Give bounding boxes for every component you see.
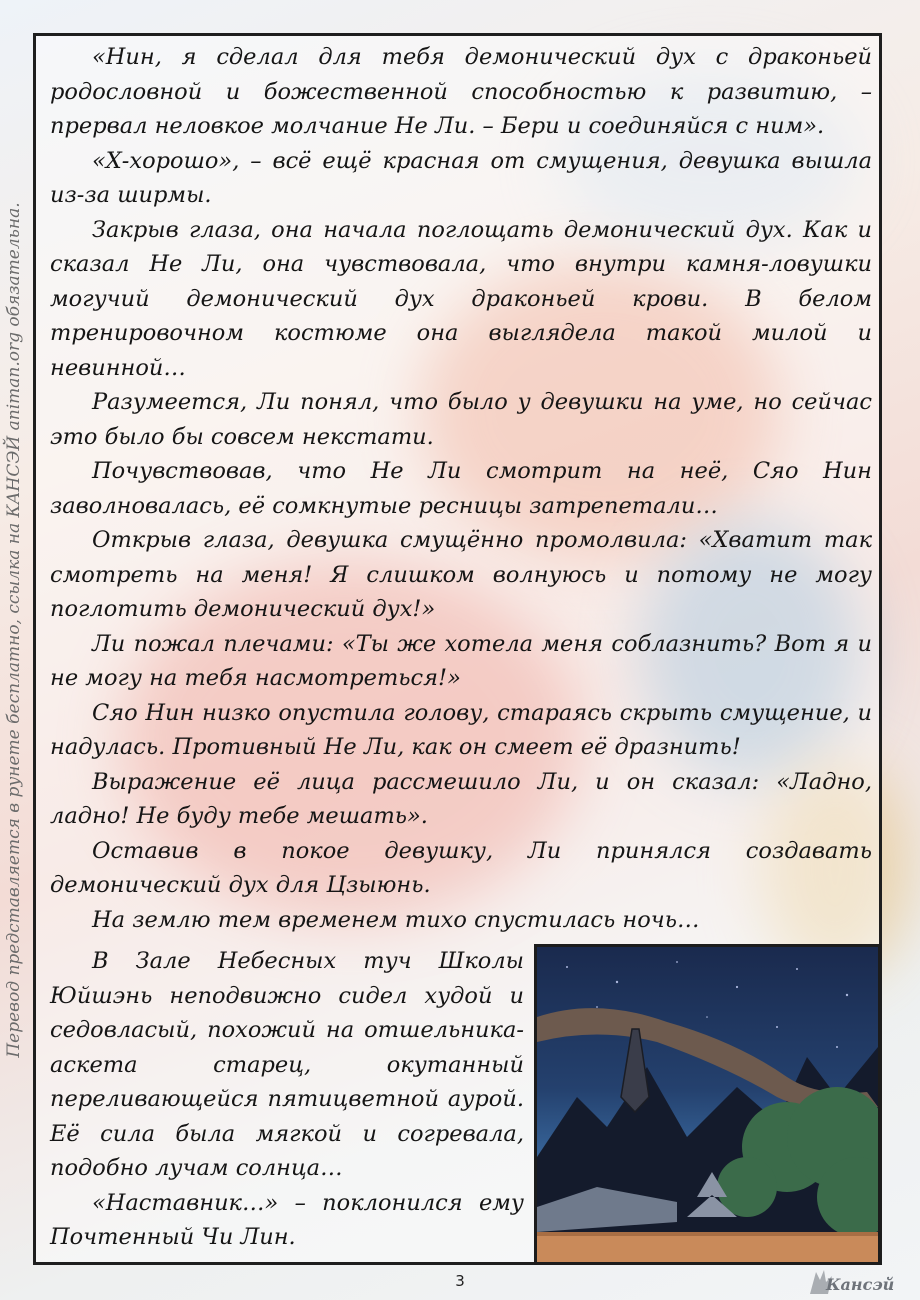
wall xyxy=(537,1232,878,1262)
paragraph: Открыв глаза, девушка смущённо промолвила: «Хватит так смотреть на меня! Я слишком волнуюсь и потому не могу поглотить демонический дух!» xyxy=(50,527,872,622)
paragraph: Почувствовав, что Не Ли смотрит на неё, Сяо Нин заволновалась, её сомкнутые ресницы затрепетали… xyxy=(50,458,872,519)
main-text xyxy=(50,40,872,937)
wall-top xyxy=(537,1232,878,1236)
paragraph: «Наставник…» – поклонился ему Почтенный Чи Лин. xyxy=(50,1189,524,1250)
paragraph: «Х-хорошо», – всё ещё красная от смущения, девушка вышла из-за ширмы. xyxy=(50,147,872,208)
paragraph: Разумеется, Ли понял, что было у девушки на уме, но сейчас это было бы совсем некстати. xyxy=(50,389,872,450)
paragraph: В Зале Небесных туч Школы Юйшэнь неподвижно сидел худой и седовласый, похожий на отшельника-аскета старец, окутанный переливающейся пятицветной аурой. Её сила была мягкой и согревала, подобно лучам солнца… xyxy=(50,948,524,1181)
paragraph: Оставив в покое девушку, Ли принялся создавать демонический дух для Цзыюнь. xyxy=(50,837,872,898)
night-scene-illustration xyxy=(534,944,881,1265)
page-number: 3 xyxy=(455,1272,465,1290)
stars xyxy=(566,961,848,1048)
paragraph: Выражение её лица рассмешило Ли, и он сказал: «Ладно, ладно! Не буду тебе мешать». xyxy=(50,768,872,829)
kansei-logo-art xyxy=(806,1268,896,1296)
translation-note: Перевод представляется в рунете бесплатно, ссылка на КАНСЭЙ animan.org обязательна. xyxy=(4,202,24,1058)
paragraph: Закрыв глаза, она начала поглощать демонический дух. Как и сказал Не Ли, она чувствовала, что внутри камня-ловушки могучий демонический дух драконьей крови. В белом тренировочном костюме она выглядела такой милой и невинной… xyxy=(50,216,872,381)
paragraph: Сяо Нин низко опустила голову, стараясь скрыть смущение, и надулась. Противный Не Ли, как он смеет её дразнить! xyxy=(50,699,872,760)
kansei-logo xyxy=(806,1268,896,1296)
logo-text: Кансэй xyxy=(826,1275,895,1294)
wrapped-text xyxy=(50,944,524,1255)
paragraph: «Нин, я сделал для тебя демонический дух с драконьей родословной и божественной способностью к развитию, – прервал неловкое молчание Не Ли. – Бери и соединяйся с ним». xyxy=(50,44,872,139)
hanging-bat xyxy=(621,1029,649,1112)
paragraph: Ли пожал плечами: «Ты же хотела меня соблазнить? Вот я и не могу на тебя насмотреться!» xyxy=(50,630,872,691)
night-scene-art xyxy=(537,947,878,1262)
paragraph: На землю тем временем тихо спустилась ночь… xyxy=(92,906,700,933)
